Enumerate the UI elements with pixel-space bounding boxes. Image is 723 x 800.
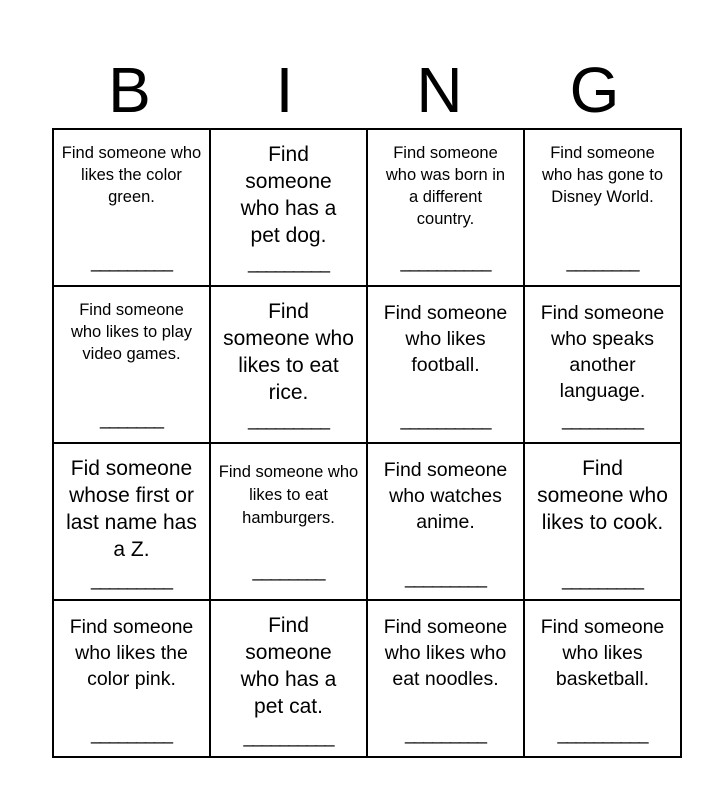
cell-prompt: Find someone who likes to eat hamburgers. [218,463,359,527]
bingo-cell [53,129,210,286]
cell-prompt: Find someone who likes to eat rice. [223,300,354,404]
bingo-cell [210,129,367,286]
bingo-cell [53,286,210,443]
answer-blank: _________ [90,252,173,272]
cell-prompt: Find someone who likes to play video games. [70,301,193,363]
cell-prompt: Find someone who has a pet cat. [240,614,337,718]
answer-blank: __________ [400,252,491,272]
bingo-header [52,52,672,128]
bingo-cell [210,600,367,757]
answer-blank: _________ [90,570,173,590]
bingo-cell [367,286,524,443]
bingo-row-4 [53,600,681,757]
bingo-grid [52,128,682,758]
answer-blank: ________ [252,561,325,581]
answer-blank: _________ [561,410,644,430]
cell-prompt: Find someone who has gone to Disney World. [541,144,664,206]
bingo-row-1 [53,129,681,286]
answer-blank: _________ [247,410,330,430]
answer-blank: _________ [247,253,330,273]
bingo-row-2 [53,286,681,443]
header-letter-b: B [108,54,151,126]
bingo-cell [53,600,210,757]
bingo-cell [210,286,367,443]
header-letter-i: I [275,54,294,126]
bingo-cell [53,443,210,600]
cell-prompt: Find someone who likes who eat noodles. [383,616,508,690]
cell-prompt: Find someone who likes football. [383,302,508,376]
answer-blank: ________ [566,252,639,272]
header-letter-n: N [416,54,463,126]
bingo-cell [524,129,681,286]
answer-blank: _________ [404,724,487,744]
header-letter-g: G [569,54,620,126]
bingo-cell [367,129,524,286]
answer-blank: __________ [400,410,491,430]
cell-prompt: Find someone who likes the color pink. [69,616,194,690]
bingo-cell [367,443,524,600]
answer-blank: __________ [557,724,648,744]
answer-blank: _________ [404,568,487,588]
bingo-cell [524,286,681,443]
cell-prompt: Find someone who likes to cook. [537,457,668,534]
bingo-row-3 [53,443,681,600]
bingo-cell [524,600,681,757]
cell-prompt: Find someone who has a pet dog. [240,143,337,247]
cell-prompt: Find someone who speaks another language. [540,302,665,402]
answer-blank: __________ [243,727,334,747]
bingo-cell [367,600,524,757]
cell-prompt: Find someone who was born in a different country. [385,144,506,228]
cell-prompt: Find someone who likes the color green. [61,144,202,206]
answer-blank: _______ [99,409,164,429]
cell-prompt: Find someone who likes basketball. [540,616,665,690]
cell-prompt: Fid someone whose first or last name has a Z. [66,457,197,561]
bingo-cell [524,443,681,600]
answer-blank: _________ [561,570,644,590]
answer-blank: _________ [90,724,173,744]
cell-prompt: Find someone who watches anime. [383,459,508,533]
bingo-cell [210,443,367,600]
